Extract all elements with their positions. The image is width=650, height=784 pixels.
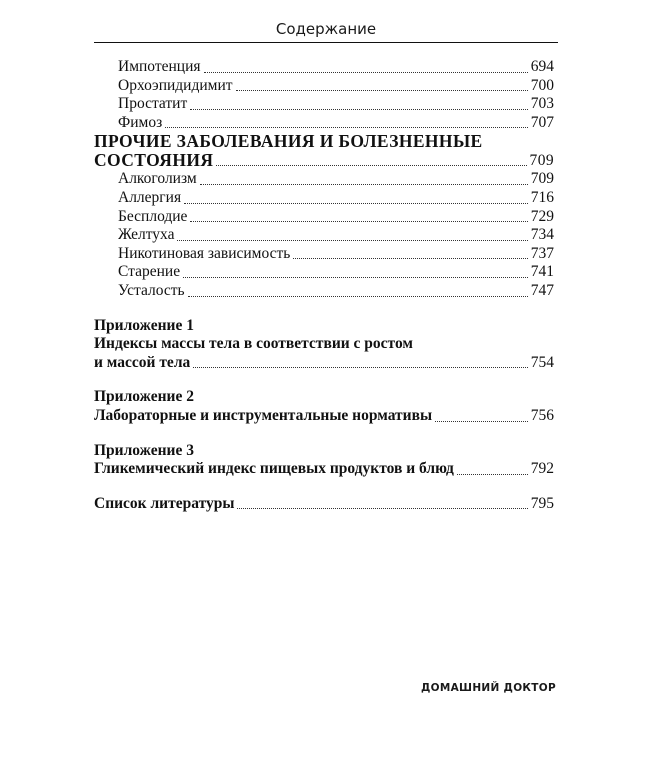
appendix1-line2[interactable] bbox=[94, 354, 554, 373]
appendix3-title[interactable]: Приложение 3 bbox=[94, 441, 194, 459]
toc-entry-label: Орхоэпидидимит bbox=[118, 76, 233, 94]
toc-entry-label: Аллергия bbox=[118, 188, 182, 206]
references-entry[interactable] bbox=[94, 495, 554, 514]
leader-dots bbox=[193, 363, 527, 368]
toc-entry-page: 709 bbox=[529, 152, 554, 170]
toc-entry-page: 754 bbox=[530, 353, 554, 371]
toc-entry-prostatitis[interactable] bbox=[94, 95, 554, 114]
toc-entry-page: 792 bbox=[530, 460, 554, 478]
toc-entry-page: 709 bbox=[530, 170, 554, 188]
spacer bbox=[94, 426, 554, 442]
toc-entry-label: Никотиновая зависимость bbox=[118, 244, 291, 262]
toc-entry-page: 729 bbox=[530, 207, 554, 225]
spacer bbox=[94, 372, 554, 388]
spacer bbox=[94, 301, 554, 317]
appendix1-line1[interactable]: Индексы массы тела в соответствии с ростом bbox=[94, 335, 413, 353]
toc-entry-label: Усталость bbox=[118, 281, 185, 299]
leader-dots bbox=[190, 105, 528, 110]
toc-entry-orchiepididymitis[interactable] bbox=[94, 77, 554, 96]
toc-entry-jaundice[interactable] bbox=[94, 226, 554, 245]
leader-dots bbox=[183, 273, 528, 278]
leader-dots bbox=[200, 180, 528, 185]
toc-entry-alcoholism[interactable] bbox=[94, 170, 554, 189]
header-rule bbox=[94, 42, 558, 43]
leader-dots bbox=[216, 161, 526, 166]
toc-entry-label: Список литературы bbox=[94, 494, 235, 512]
spacer bbox=[94, 479, 554, 495]
toc-entry-allergy[interactable] bbox=[94, 189, 554, 208]
leader-dots bbox=[435, 417, 528, 422]
toc-entry-label: Старение bbox=[118, 263, 181, 281]
leader-dots bbox=[457, 470, 528, 475]
leader-dots bbox=[190, 217, 527, 222]
toc-entry-page: 703 bbox=[530, 95, 554, 113]
toc-entry-page: 756 bbox=[530, 406, 554, 424]
toc-entry-page: 707 bbox=[530, 113, 554, 131]
toc-entry-nicotine-addiction[interactable] bbox=[94, 245, 554, 264]
toc-entry-label: Алкоголизм bbox=[118, 170, 197, 188]
leader-dots bbox=[293, 254, 527, 259]
appendix3-line[interactable] bbox=[94, 460, 554, 479]
toc-entry-impotence[interactable] bbox=[94, 58, 554, 77]
toc-entry-label: Простатит bbox=[118, 95, 188, 113]
running-header: Содержание bbox=[275, 20, 377, 38]
appendix1-title[interactable]: Приложение 1 bbox=[94, 316, 194, 334]
appendix2-title[interactable]: Приложение 2 bbox=[94, 388, 194, 406]
toc-entry-label: Гликемический индекс пищевых продуктов и блюд bbox=[94, 460, 454, 478]
toc-entry-page: 700 bbox=[530, 76, 554, 94]
toc-entry-label: и массой тела bbox=[94, 353, 191, 371]
series-footer: ДОМАШНИЙ ДОКТОР bbox=[421, 682, 556, 694]
toc-entry-label: Желтуха bbox=[118, 226, 175, 244]
toc-entry-phimosis[interactable] bbox=[94, 114, 554, 133]
toc-entry-label: Импотенция bbox=[118, 58, 201, 75]
toc-entry-page: 694 bbox=[530, 58, 554, 75]
section-heading-line2[interactable] bbox=[94, 151, 554, 170]
leader-dots bbox=[165, 123, 528, 128]
table-of-contents bbox=[94, 58, 554, 513]
leader-dots bbox=[184, 199, 528, 204]
toc-entry-label: Фимоз bbox=[118, 113, 163, 131]
toc-entry-page: 716 bbox=[530, 188, 554, 206]
toc-entry-page: 747 bbox=[530, 281, 554, 299]
toc-entry-label: Лабораторные и инструментальные нормативы bbox=[94, 406, 433, 424]
toc-entry-page: 737 bbox=[530, 244, 554, 262]
leader-dots bbox=[204, 68, 528, 73]
toc-entry-aging[interactable] bbox=[94, 263, 554, 282]
toc-entry-page: 734 bbox=[530, 226, 554, 244]
toc-entry-page: 795 bbox=[530, 494, 554, 512]
toc-entry-label: СОСТОЯНИЯ bbox=[94, 150, 214, 171]
leader-dots bbox=[236, 86, 528, 91]
appendix2-line[interactable] bbox=[94, 407, 554, 426]
toc-entry-label: Бесплодие bbox=[118, 207, 188, 225]
toc-entry-fatigue[interactable] bbox=[94, 282, 554, 301]
leader-dots bbox=[237, 504, 527, 509]
toc-entry-page: 741 bbox=[530, 263, 554, 281]
leader-dots bbox=[188, 292, 528, 297]
section-heading-line1[interactable]: ПРОЧИЕ ЗАБОЛЕВАНИЯ И БОЛЕЗНЕННЫЕ bbox=[94, 131, 483, 152]
toc-entry-infertility[interactable] bbox=[94, 208, 554, 227]
leader-dots bbox=[177, 236, 527, 241]
